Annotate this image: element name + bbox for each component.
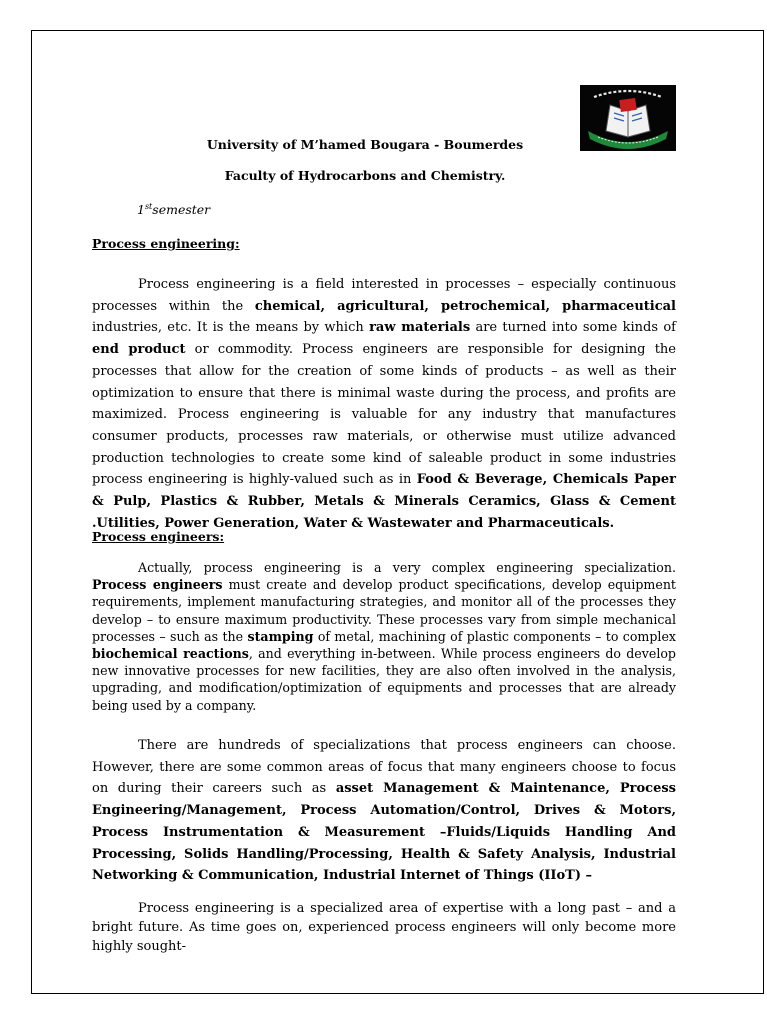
semester-number: 1 (137, 202, 145, 218)
section-heading-process-engineering: Process engineering: (92, 236, 240, 251)
semester-label (137, 202, 210, 217)
faculty-name: Faculty of Hydrocarbons and Chemistry. (224, 168, 506, 183)
paragraph-process-engineers: Actually, process engineering is a very complex engineering specialization. Process engineers must create and develop product specifications, develop equipment requirements, implement manufacturing strategies, and monitor all of the processes they develop – to ensure maximum productivity. These processes vary from simple mechanical processes – such as the stamping of metal, machining of plastic components – to complex biochemical reactions, and everything in-between. While process engineers do develop new innovative processes for new facilities, they are also often involved in the analysis, upgrading, and modification/optimization of equipments and processes that are already being used by a company. (92, 560, 676, 713)
paragraph-future: Process engineering is a specialized area of expertise with a long past – and a bright future. As time goes on, experienced process engineers will only become more highly sought- (92, 901, 676, 954)
paragraph-specializations: There are hundreds of specializations that process engineers can choose. However, there are some common areas of focus that many engineers choose to focus on during their careers such as asset Management & Maintenance, Process Engineering/Management, Process Automation/Control, Drives & Motors, Process Instrumentation & Measurement –Fluids/Liquids Handling And Processing, Solids Handling/Processing, Health & Safety Analysis, Industrial Networking & Communication, Industrial Internet of Things (IIoT) – (92, 738, 676, 884)
section-heading-process-engineers: Process engineers: (92, 529, 225, 544)
semester-ordinal: st (144, 202, 153, 211)
paragraph-process-engineering: Process engineering is a field interested in processes – especially continuous processes within the chemical, agricultural, petrochemical, pharmaceutical industries, etc. It is the means by which raw materials are turned into some kinds of end product or commodity. Process engineers are responsible for designing the processes that allow for the creation of some kinds of products – as well as their optimization to ensure that there is minimal waste during the process, and profits are maximized. Process engineering is valuable for any industry that manufactures consumer products, processes raw materials, or otherwise must utilize advanced production technologies to create some kind of saleable product in some industries process engineering is highly-valued such as in Food & Beverage, Chemicals Paper & Pulp, Plastics & Rubber, Metals & Minerals Ceramics, Glass & Cement .Utilities, Power Generation, Water & Wastewater and Pharmaceuticals. (92, 277, 677, 531)
semester-word: semester (152, 202, 211, 218)
university-name: University of M’hamed Bougara - Boumerdes (206, 137, 524, 152)
